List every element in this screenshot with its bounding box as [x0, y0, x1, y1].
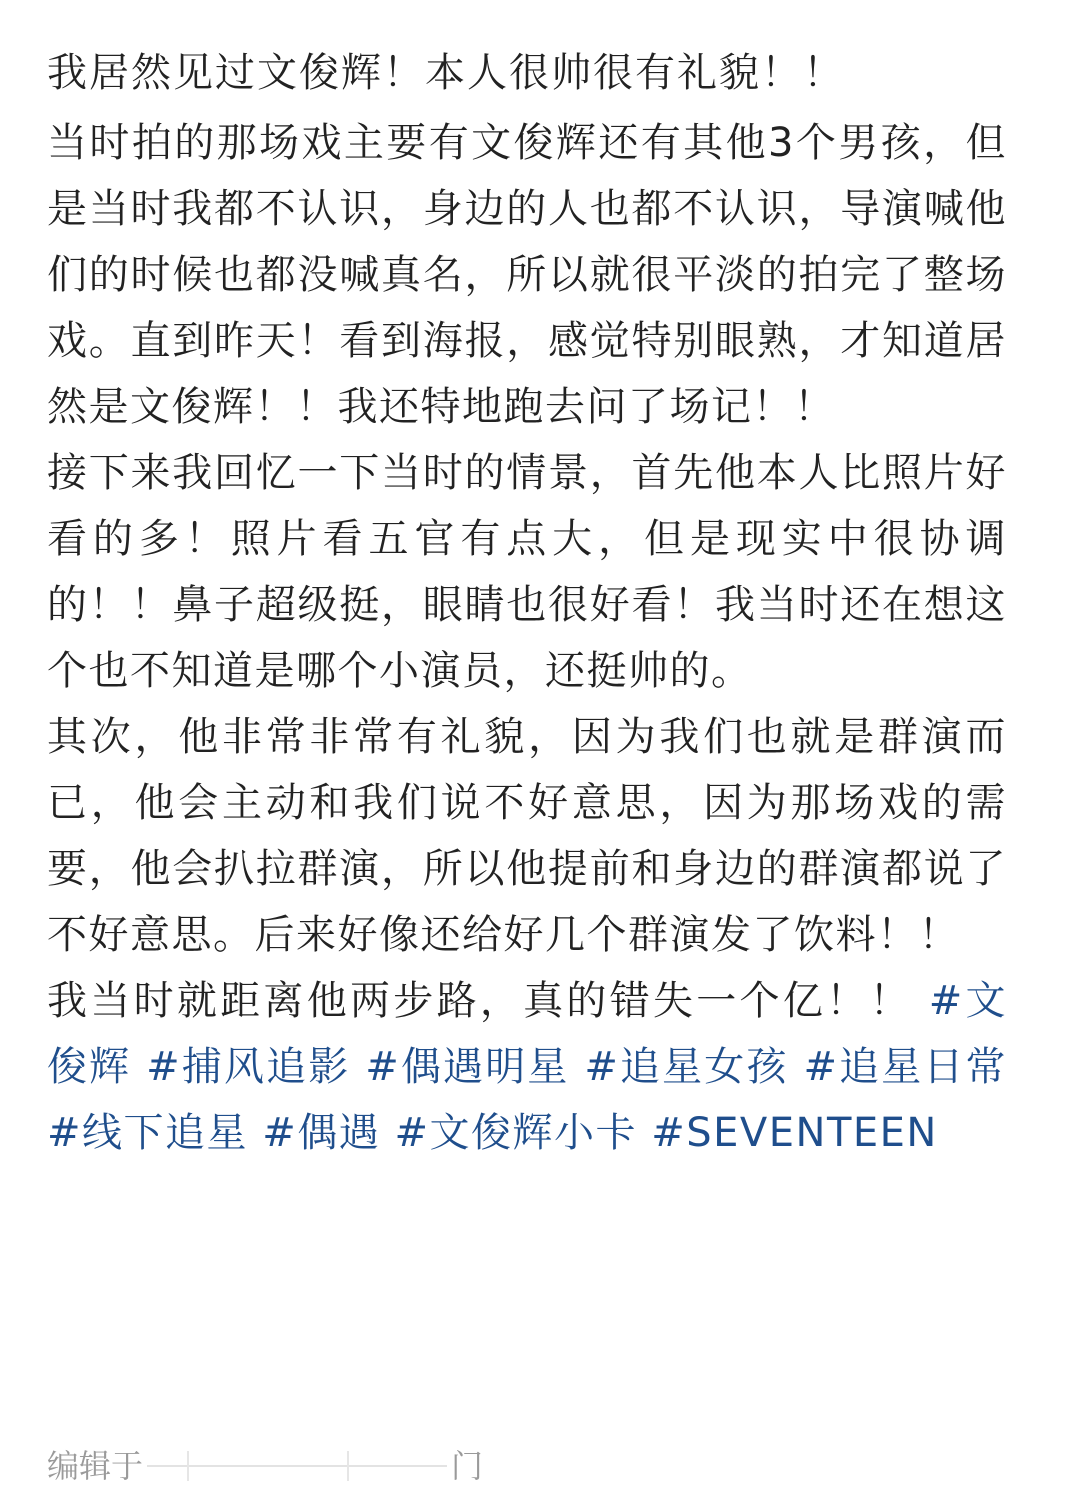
hashtag-link[interactable]: #偶遇 — [262, 1110, 381, 1156]
post-title: 我居然见过文俊辉！本人很帅很有礼貌！！ — [47, 50, 845, 96]
edit-info — [47, 1442, 483, 1490]
post-paragraph-4 — [47, 968, 1007, 1166]
edit-info-overlay — [147, 1465, 447, 1467]
edit-suffix: 门 — [451, 1447, 484, 1485]
hashtag-link[interactable]: #线下追星 — [47, 1110, 249, 1156]
hashtag-link[interactable]: #SEVENTEEN — [651, 1110, 938, 1156]
hashtag-link[interactable]: #追星日常 — [803, 1044, 1008, 1090]
hashtag-link[interactable]: #文俊辉 — [47, 978, 1008, 1090]
post-paragraph-4-text: 我当时就距离他两步路，真的错失一个亿！！ — [47, 978, 913, 1024]
hashtag-link[interactable]: #捕风追影 — [146, 1044, 351, 1090]
post-paragraph-1: 当时拍的那场戏主要有文俊辉还有其他3个男孩，但是当时我都不认识，身边的人也都不认识，导演喊他们的时候也都没喊真名，所以就很平淡的拍完了整场戏。直到昨天！看到海报，感觉特别眼熟，才知道居然是文俊辉！！我还特地跑去问了场记！！ — [47, 120, 1007, 430]
hashtag-link[interactable]: #偶遇明星 — [365, 1044, 570, 1090]
post-paragraph-3: 其次，他非常非常有礼貌，因为我们也就是群演而已，他会主动和我们说不好意思，因为那场戏的需要，他会扒拉群演，所以他提前和身边的群演都说了不好意思。后来好像还给好几个群演发了饮料！！ — [47, 714, 1007, 958]
edit-prefix: 编辑于 — [47, 1447, 144, 1485]
post-content — [47, 40, 1007, 1166]
hashtag-link[interactable]: #文俊辉小卡 — [394, 1110, 637, 1156]
hashtag-link[interactable]: #追星女孩 — [584, 1044, 789, 1090]
post-paragraph-2: 接下来我回忆一下当时的情景，首先他本人比照片好看的多！照片看五官有点大，但是现实中很协调的！！鼻子超级挺，眼睛也很好看！我当时还在想这个也不知道是哪个小演员，还挺帅的。 — [47, 450, 1007, 694]
